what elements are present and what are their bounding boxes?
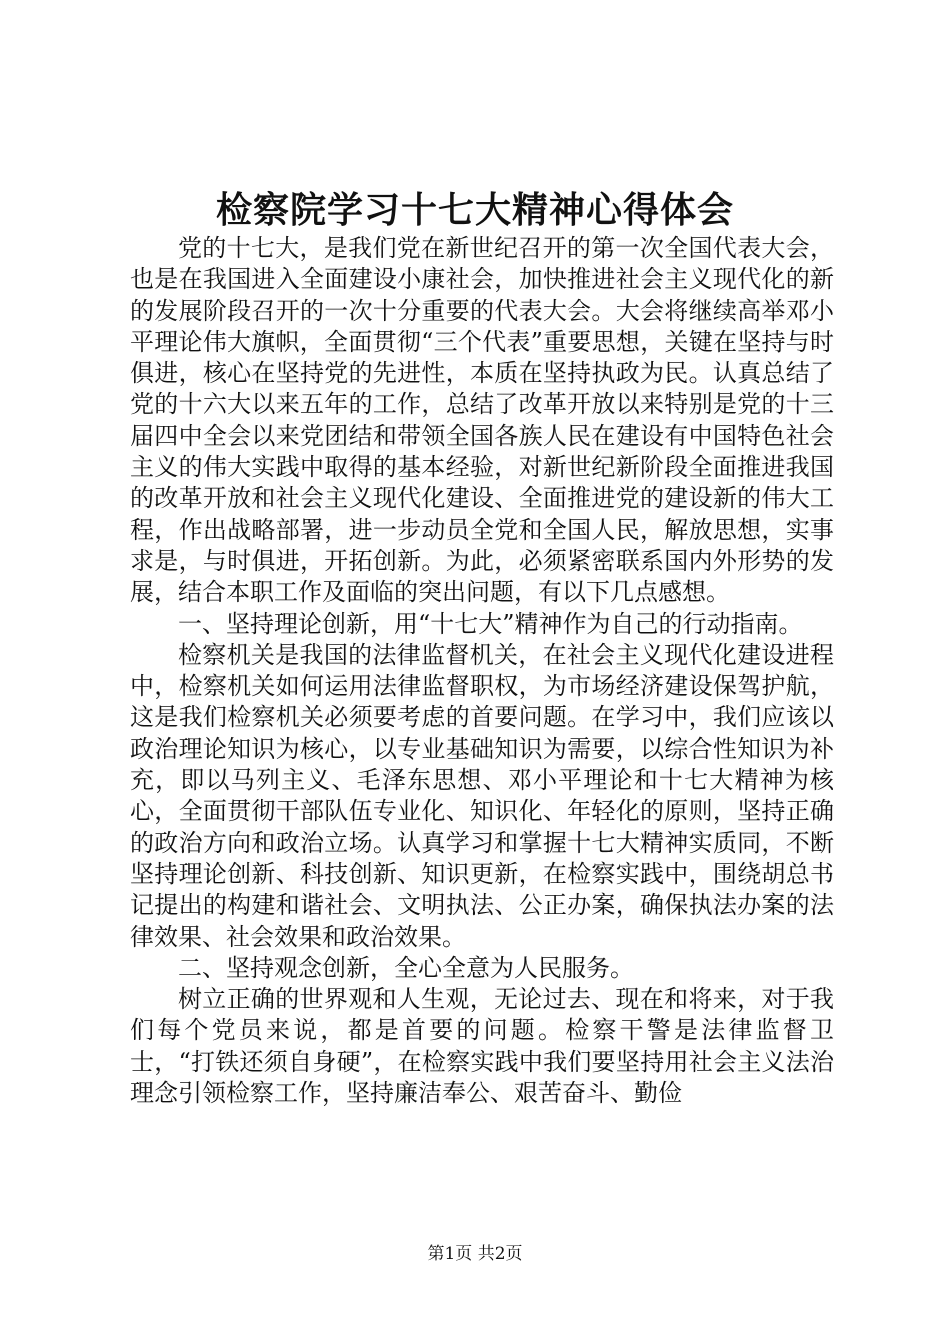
paragraph-section-1: 检察机关是我国的法律监督机关，在社会主义现代化建设进程中，检察机关如何运用法律监督职权，为市场经济建设保驾护航，这是我们检察机关必须要考虑的首要问题。在学习中，我们应该以政治理论知识为核心，以专业基础知识为需要，以综合性知识为补充，即以马列主义、毛泽东思想、邓小平理论和十七大精神为核心，全面贯彻干部队伍专业化、知识化、年轻化的原则，坚持正确的政治方向和政治立场。认真学习和掌握十七大精神实质同，不断坚持理论创新、科技创新、知识更新，在检察实践中，围绕胡总书记提出的构建和谐社会、文明执法、公正办案，确保执法办案的法律效果、社会效果和政治效果。 bbox=[130, 640, 834, 951]
document-body bbox=[130, 233, 834, 1109]
section-heading-1: 一、坚持理论创新，用“十七大”精神作为自己的行动指南。 bbox=[178, 609, 803, 638]
page-number-footer: 第1页 共2页 bbox=[427, 1244, 523, 1264]
paragraph-section-2: 树立正确的世界观和人生观，无论过去、现在和将来，对于我们每个党员来说，都是首要的问题。检察干警是法律监督卫士，“打铁还须自身硬”，在检察实践中我们要坚持用社会主义法治理念引领检察工作，坚持廉洁奉公、艰苦奋斗、勤俭 bbox=[130, 985, 834, 1108]
section-heading-2: 二、坚持观念创新，全心全意为人民服务。 bbox=[178, 953, 634, 982]
document-title: 检察院学习十七大精神心得体会 bbox=[215, 189, 734, 231]
paragraph-intro: 党的十七大，是我们党在新世纪召开的第一次全国代表大会，也是在我国进入全面建设小康社会，加快推进社会主义现代化的新的发展阶段召开的一次十分重要的代表大会。大会将继续高举邓小平理论伟大旗帜，全面贯彻“三个代表”重要思想，关键在坚持与时俱进，核心在坚持党的先进性，本质在坚持执政为民。认真总结了党的十六大以来五年的工作，总结了改革开放以来特别是党的十三届四中全会以来党团结和带领全国各族人民在建设有中国特色社会主义的伟大实践中取得的基本经验，对新世纪新阶段全面推进我国的改革开放和社会主义现代化建设、全面推进党的建设新的伟大工程，作出战略部署，进一步动员全党和全国人民，解放思想，实事求是，与时俱进，开拓创新。为此，必须紧密联系国内外形势的发展，结合本职工作及面临的突出问题，有以下几点感想。 bbox=[130, 234, 834, 607]
